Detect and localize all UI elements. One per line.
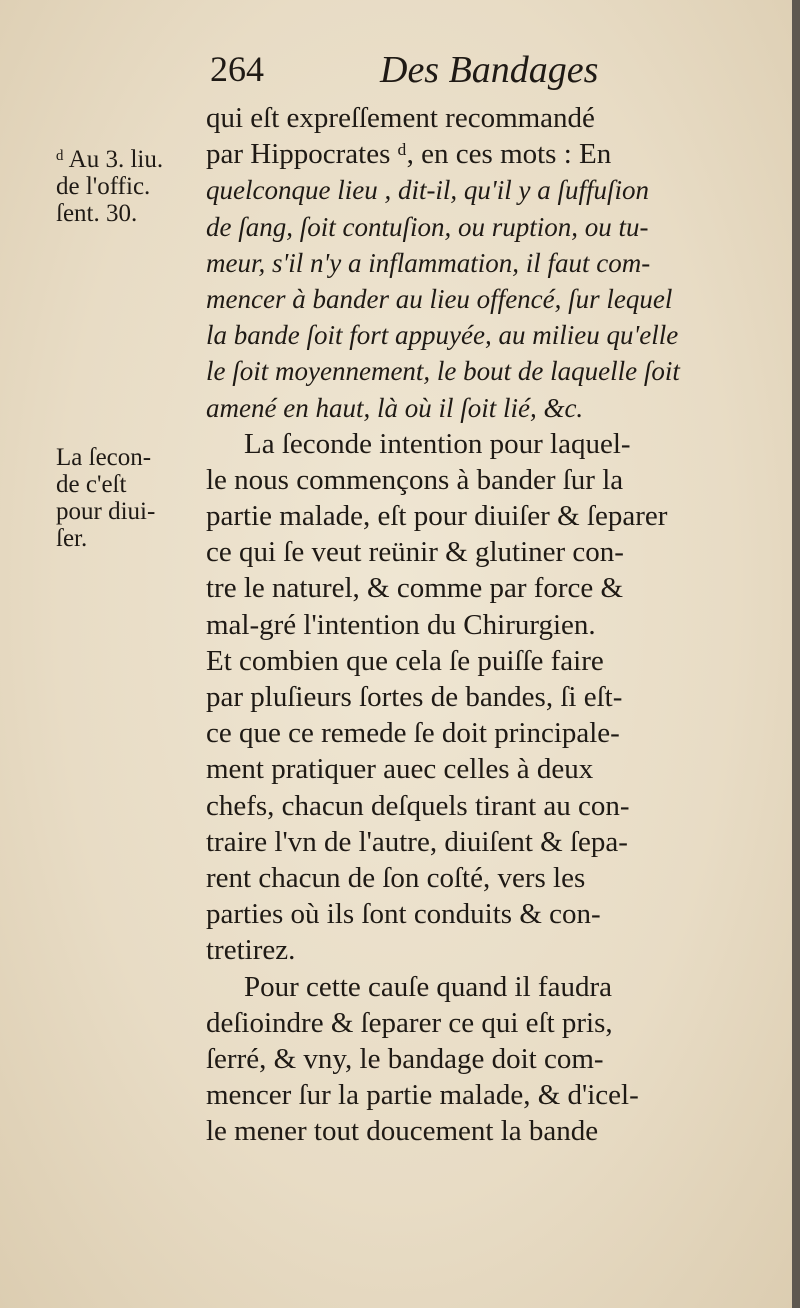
text-line: parties où ils ſont conduits & con- (206, 898, 601, 931)
page-number: 264 (210, 49, 264, 89)
text-line: mencer à bander au lieu offencé, ſur lequel (206, 283, 673, 314)
margin-note-line: ſer. (56, 525, 88, 552)
page-header (210, 48, 750, 98)
text-line: ce que ce remede ſe doit principale- (206, 717, 620, 750)
text-line: tre le naturel, & comme par force & (206, 572, 624, 605)
text-line: tretirez. (206, 934, 296, 967)
text-line: meur, s'il n'y a inflammation, il faut com- (206, 247, 651, 278)
text-line: amené en haut, là où il ſoit lié, &c. (206, 392, 584, 423)
text-line: ce qui ſe veut reünir & glutiner con- (206, 536, 624, 569)
text-line: quelconque lieu , dit-il, qu'il y a ſuffuſion (206, 175, 649, 206)
text-line: ment pratiquer auec celles à deux (206, 753, 594, 786)
text-line: la bande ſoit fort appuyée, au milieu qu'elle (206, 320, 679, 351)
text-line: le ſoit moyennement, le bout de laquelle ſoit (206, 356, 680, 387)
text-line: La ſeconde intention pour laquel- (244, 427, 631, 460)
text-line: ſerré, & vny, le bandage doit com- (206, 1042, 604, 1075)
text-line: de ſang, ſoit contuſion, ou ruption, ou tu- (206, 211, 649, 242)
text-line: traire l'vn de l'autre, diuiſent & ſepa- (206, 825, 628, 858)
margin-note-second-intention (56, 444, 204, 552)
text-line: le nous commençons à bander ſur la (206, 463, 624, 496)
running-head: Des Bandages (380, 49, 599, 91)
text-line: Et combien que cela ſe puiſſe faire (206, 644, 604, 677)
margin-note-line: de l'offic. (56, 173, 151, 200)
margin-note-line: de c'eſt (56, 471, 127, 498)
margin-note-line: ᵈ Au 3. liu. (56, 146, 164, 173)
page-edge (792, 0, 800, 1308)
text-line: deſioindre & ſeparer ce qui eſt pris, (206, 1006, 613, 1039)
text-line: qui eſt expreſſement recommandé (206, 102, 595, 134)
text-line: le mener tout doucement la bande (206, 1115, 599, 1148)
margin-note-line: La ſecon- (56, 444, 152, 471)
margin-note-reference (56, 146, 204, 227)
margin-note-line: ſent. 30. (56, 200, 138, 227)
margin-note-line: pour diui- (56, 498, 156, 525)
body-text (206, 100, 762, 1149)
text-line: mencer ſur la partie malade, & d'icel- (206, 1079, 639, 1112)
text-line: Pour cette cauſe quand il faudra (244, 970, 612, 1003)
text-line: par pluſieurs ſortes de bandes, ſi eſt- (206, 681, 623, 713)
text-line: chefs, chacun deſquels tirant au con- (206, 789, 630, 822)
text-line: mal-gré l'intention du Chirurgien. (206, 608, 596, 641)
text-line: partie malade, eſt pour diuiſer & ſeparer (206, 500, 668, 533)
text-line: par Hippocrates ᵈ, en ces mots : En (206, 138, 612, 171)
text-line: rent chacun de ſon coſté, vers les (206, 861, 586, 894)
